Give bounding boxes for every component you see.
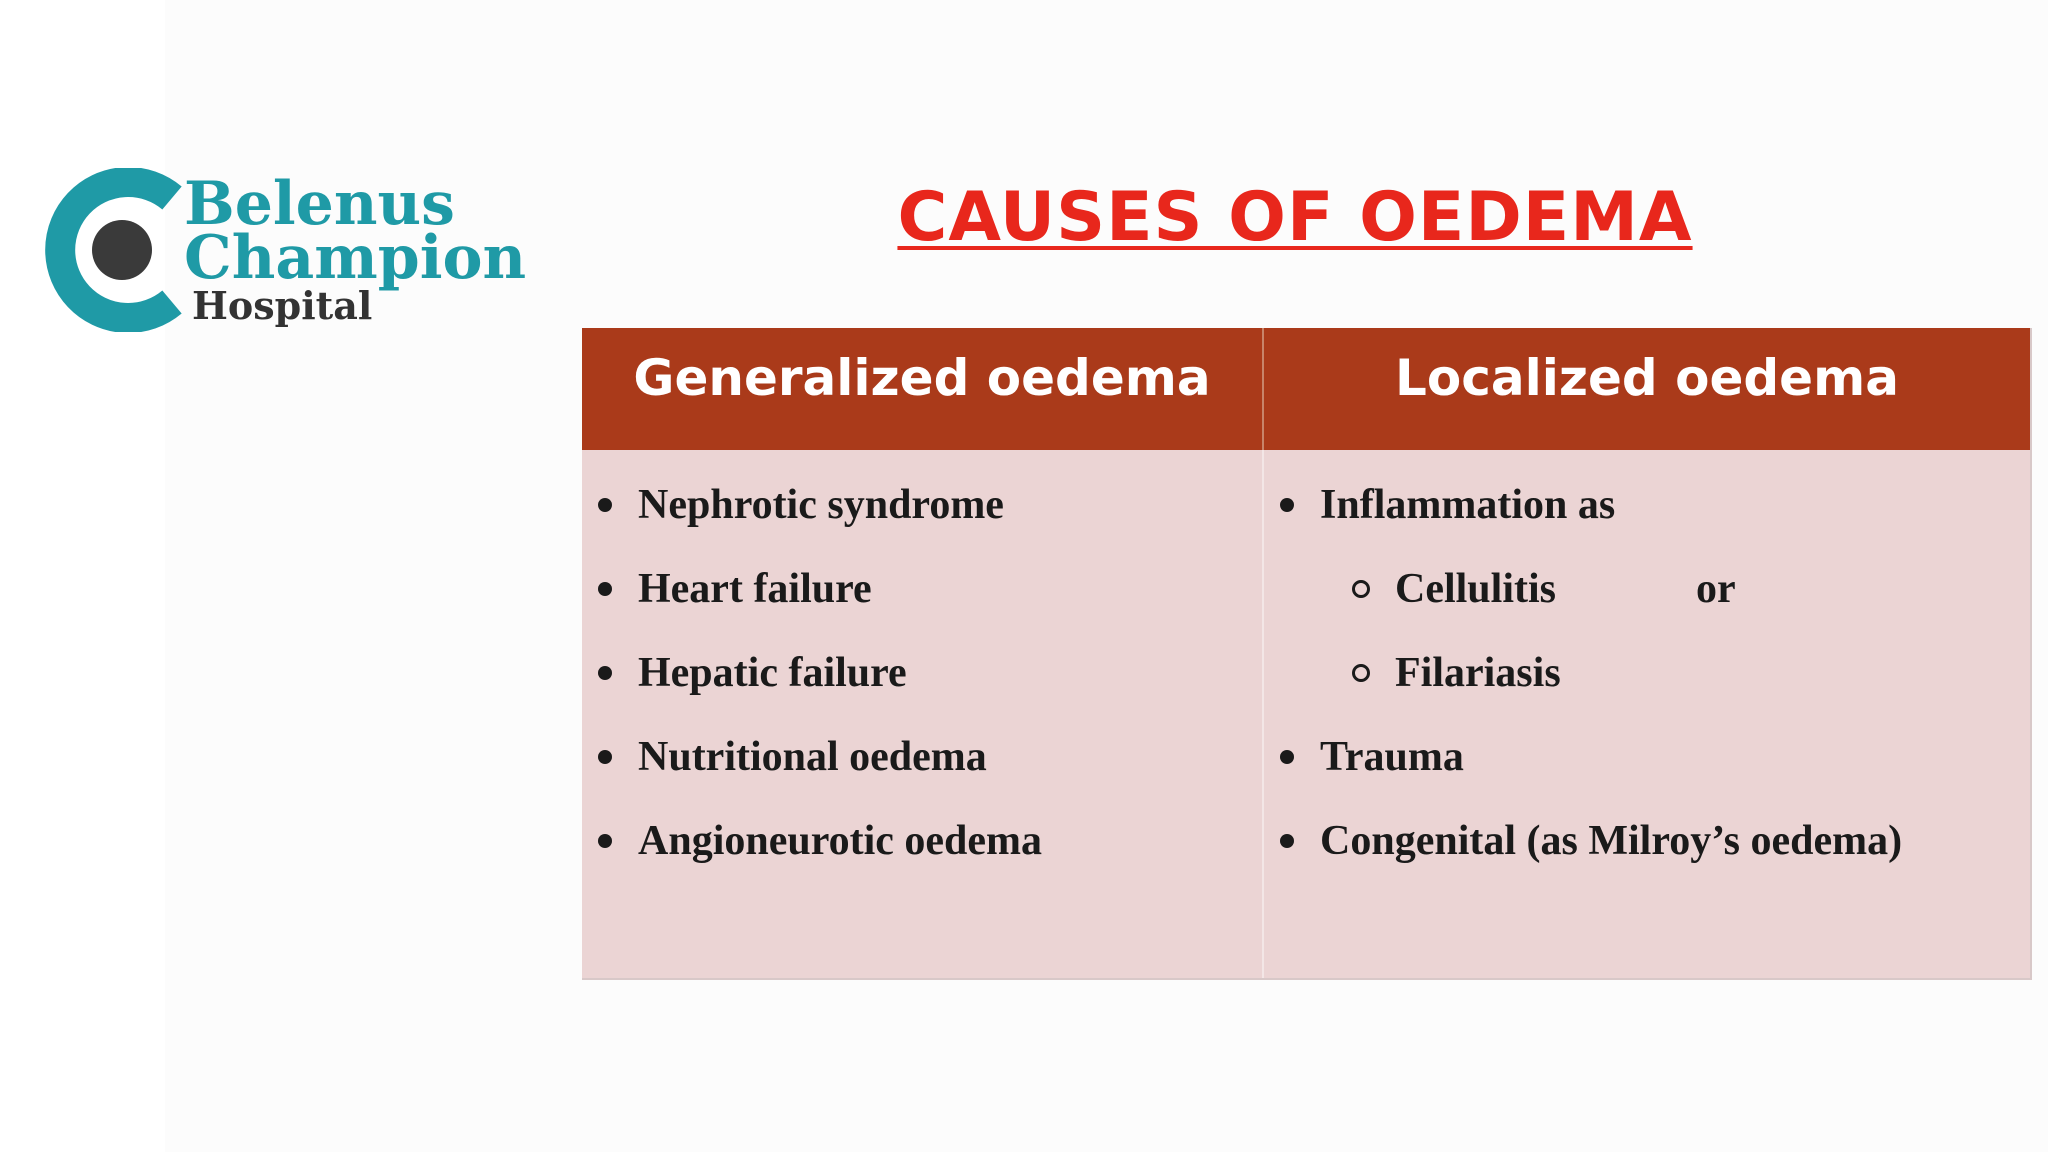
bullet-icon: [598, 750, 612, 764]
logo-mark-icon: [44, 168, 189, 332]
bullet-icon: [1280, 498, 1294, 512]
generalized-column: [582, 450, 1264, 978]
list-item-text: Nutritional oedema: [638, 734, 987, 780]
hospital-logo: [44, 168, 527, 334]
bullet-icon: [598, 498, 612, 512]
bullet-icon: [1280, 834, 1294, 848]
logo-text-champion: Champion: [184, 223, 527, 293]
table-body: [582, 450, 2030, 978]
bullet-icon: [598, 582, 612, 596]
logo-text-hospital: Hospital: [192, 283, 373, 328]
sub-list-item-suffix: or: [1696, 566, 1736, 612]
list-item-text: Angioneurotic oedema: [638, 818, 1043, 864]
logo-text-belenus: Belenus: [184, 169, 455, 239]
header-generalized: Generalized oedema: [582, 328, 1264, 450]
list-item-text: Congenital (as Milroy’s oedema): [1320, 818, 1903, 864]
sub-list-item-text: Cellulitis: [1395, 566, 1557, 612]
localized-column: [1264, 450, 2030, 978]
list-item-text: Trauma: [1320, 734, 1464, 780]
bullet-icon: [1280, 750, 1294, 764]
list-item-text: Hepatic failure: [638, 650, 907, 696]
list-item-text: Inflammation as: [1320, 482, 1616, 528]
causes-table: [582, 328, 2032, 980]
table-header: [582, 328, 2030, 450]
header-localized: Localized oedema: [1395, 349, 1899, 407]
list-item-text: Nephrotic syndrome: [638, 482, 1004, 528]
slide-title: CAUSES OF OEDEMA: [897, 178, 1693, 257]
bullet-icon: [598, 834, 612, 848]
hollow-bullet-icon: [1352, 580, 1370, 598]
hollow-bullet-icon: [1352, 664, 1370, 682]
bullet-icon: [598, 666, 612, 680]
sub-list-item-text: Filariasis: [1395, 650, 1561, 696]
list-item-text: Heart failure: [638, 566, 872, 612]
